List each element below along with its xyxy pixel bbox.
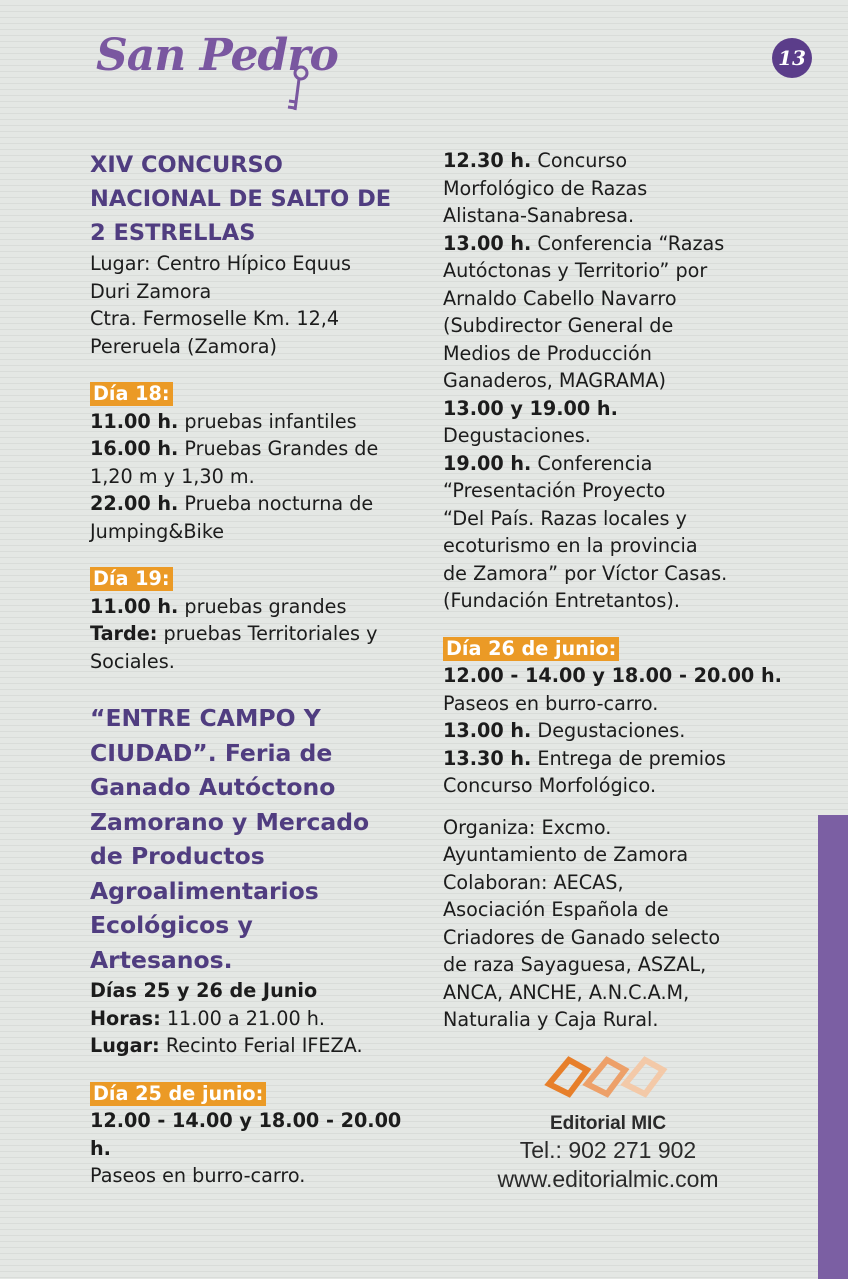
concurso-lugar-line: Lugar: Centro Hípico Equus [90, 252, 352, 275]
schedule-line: 13.00 h. Conferencia “Razas [443, 231, 725, 255]
organiza-line: Organiza: Excmo. [443, 815, 612, 839]
page-title: San Pedro [96, 30, 338, 81]
feria-title-line: CIUDAD”. Feria de [90, 738, 333, 767]
schedule-line: 11.00 h. pruebas infantiles [90, 409, 357, 433]
schedule-line: Alistana-Sanabresa. [443, 204, 635, 227]
feria-title-line: Zamorano y Mercado [90, 807, 370, 836]
schedule-line: 22.00 h. Prueba nocturna de [90, 492, 374, 515]
schedule-line: 13.30 h. Entrega de premios [443, 746, 726, 770]
schedule-line: Concurso Morfológico. [443, 774, 657, 797]
organiza-line: ANCA, ANCHE, A.N.C.A.M, [443, 980, 690, 1004]
feria-dias: Días 25 y 26 de Junio [90, 979, 318, 1002]
feria-title-line: Artesanos. [90, 945, 233, 974]
feria-lugar: Lugar: Recinto Ferial IFEZA. [90, 1034, 363, 1057]
page-number-badge: 13 [772, 38, 812, 78]
schedule-line: (Fundación Entretantos). [443, 589, 680, 612]
publisher-block [458, 1048, 758, 1194]
day-26-label: Día 26 de junio: [443, 637, 619, 661]
schedule-line: ecoturismo en la provincia [443, 534, 698, 557]
schedule-line: “Del País. Razas locales y [443, 506, 687, 530]
day-25-continuation [443, 147, 803, 615]
schedule-line: Sociales. [90, 649, 175, 673]
day-18-schedule [90, 408, 420, 546]
feria-title-line: “ENTRE CAMPO Y [90, 704, 321, 732]
feria-title-line: Ecológicos y [90, 911, 253, 939]
schedule-line: Jumping&Bike [90, 519, 225, 543]
feria-title-line: de Productos [90, 842, 265, 870]
schedule-line: Degustaciones. [443, 424, 591, 447]
day-19-schedule [90, 593, 420, 676]
schedule-line: Paseos en burro-carro. [443, 691, 659, 715]
feria-title-line: Agroalimentarios [90, 876, 319, 905]
publisher-website: www.editorialmic.com [497, 1166, 719, 1192]
day-25-text: Paseos en burro-carro. [90, 1164, 306, 1187]
schedule-line: Medios de Producción [443, 341, 652, 365]
left-column [90, 148, 420, 1190]
organiza-line: Naturalia y Caja Rural. [443, 1008, 659, 1031]
day-18-label: Día 18: [90, 382, 173, 406]
schedule-line: 13.00 h. Degustaciones. [443, 719, 686, 742]
concurso-lugar-line: Ctra. Fermoselle Km. 12,4 [90, 307, 340, 330]
schedule-line: 16.00 h. Pruebas Grandes de [90, 437, 379, 460]
day-19-label: Día 19: [90, 567, 173, 591]
day-25-label: Día 25 de junio: [90, 1082, 266, 1106]
schedule-line: Arnaldo Cabello Navarro [443, 286, 677, 310]
schedule-line: Autóctonas y Territorio” por [443, 259, 708, 282]
schedule-line: Morfológico de Razas [443, 176, 648, 200]
side-accent-bar [818, 815, 848, 1279]
organiza-line: de raza Sayaguesa, ASZAL, [443, 953, 707, 976]
concurso-title-line: 2 ESTRELLAS [90, 220, 256, 246]
schedule-line: de Zamora” por Víctor Casas. [443, 561, 728, 585]
organiza-line: Ayuntamiento de Zamora [443, 843, 689, 866]
schedule-line: 12.30 h. Concurso [443, 149, 628, 172]
schedule-line: 1,20 m y 1,30 m. [90, 464, 255, 488]
concurso-lugar-line: Pereruela (Zamora) [90, 334, 277, 358]
day-26-items [443, 690, 803, 800]
schedule-line: “Presentación Proyecto [443, 479, 666, 502]
schedule-line: (Subdirector General de [443, 314, 674, 337]
day-25-schedule: 12.00 - 14.00 y 18.00 - 20.00 h. [90, 1109, 402, 1160]
day-26-schedule: 12.00 - 14.00 y 18.00 - 20.00 h. [443, 664, 782, 687]
editorial-mic-logo-icon [543, 1048, 673, 1108]
organiza-line: Colaboran: AECAS, [443, 870, 624, 894]
schedule-line: Ganaderos, MAGRAMA) [443, 369, 666, 392]
concurso-title-line: NACIONAL DE SALTO DE [90, 186, 392, 212]
concurso-lugar-line: Duri Zamora [90, 279, 212, 303]
right-column [443, 147, 803, 1034]
publisher-phone: Tel.: 902 271 902 [519, 1137, 697, 1163]
schedule-line: 13.00 y 19.00 h. [443, 396, 618, 420]
key-icon [283, 64, 315, 114]
schedule-line: 19.00 h. Conferencia [443, 451, 653, 475]
concurso-title-line: XIV CONCURSO [90, 152, 283, 178]
organiza-line: Asociación Española de [443, 898, 669, 921]
feria-title-line: Ganado Autóctono [90, 773, 336, 801]
feria-horas: Horas: 11.00 a 21.00 h. [90, 1006, 326, 1030]
publisher-name: Editorial MIC [549, 1113, 667, 1134]
organiza-line: Criadores de Ganado selecto [443, 925, 721, 949]
schedule-line: 11.00 h. pruebas grandes [90, 594, 347, 618]
organiza-block [443, 814, 803, 1034]
schedule-line: Tarde: pruebas Territoriales y [90, 622, 378, 645]
